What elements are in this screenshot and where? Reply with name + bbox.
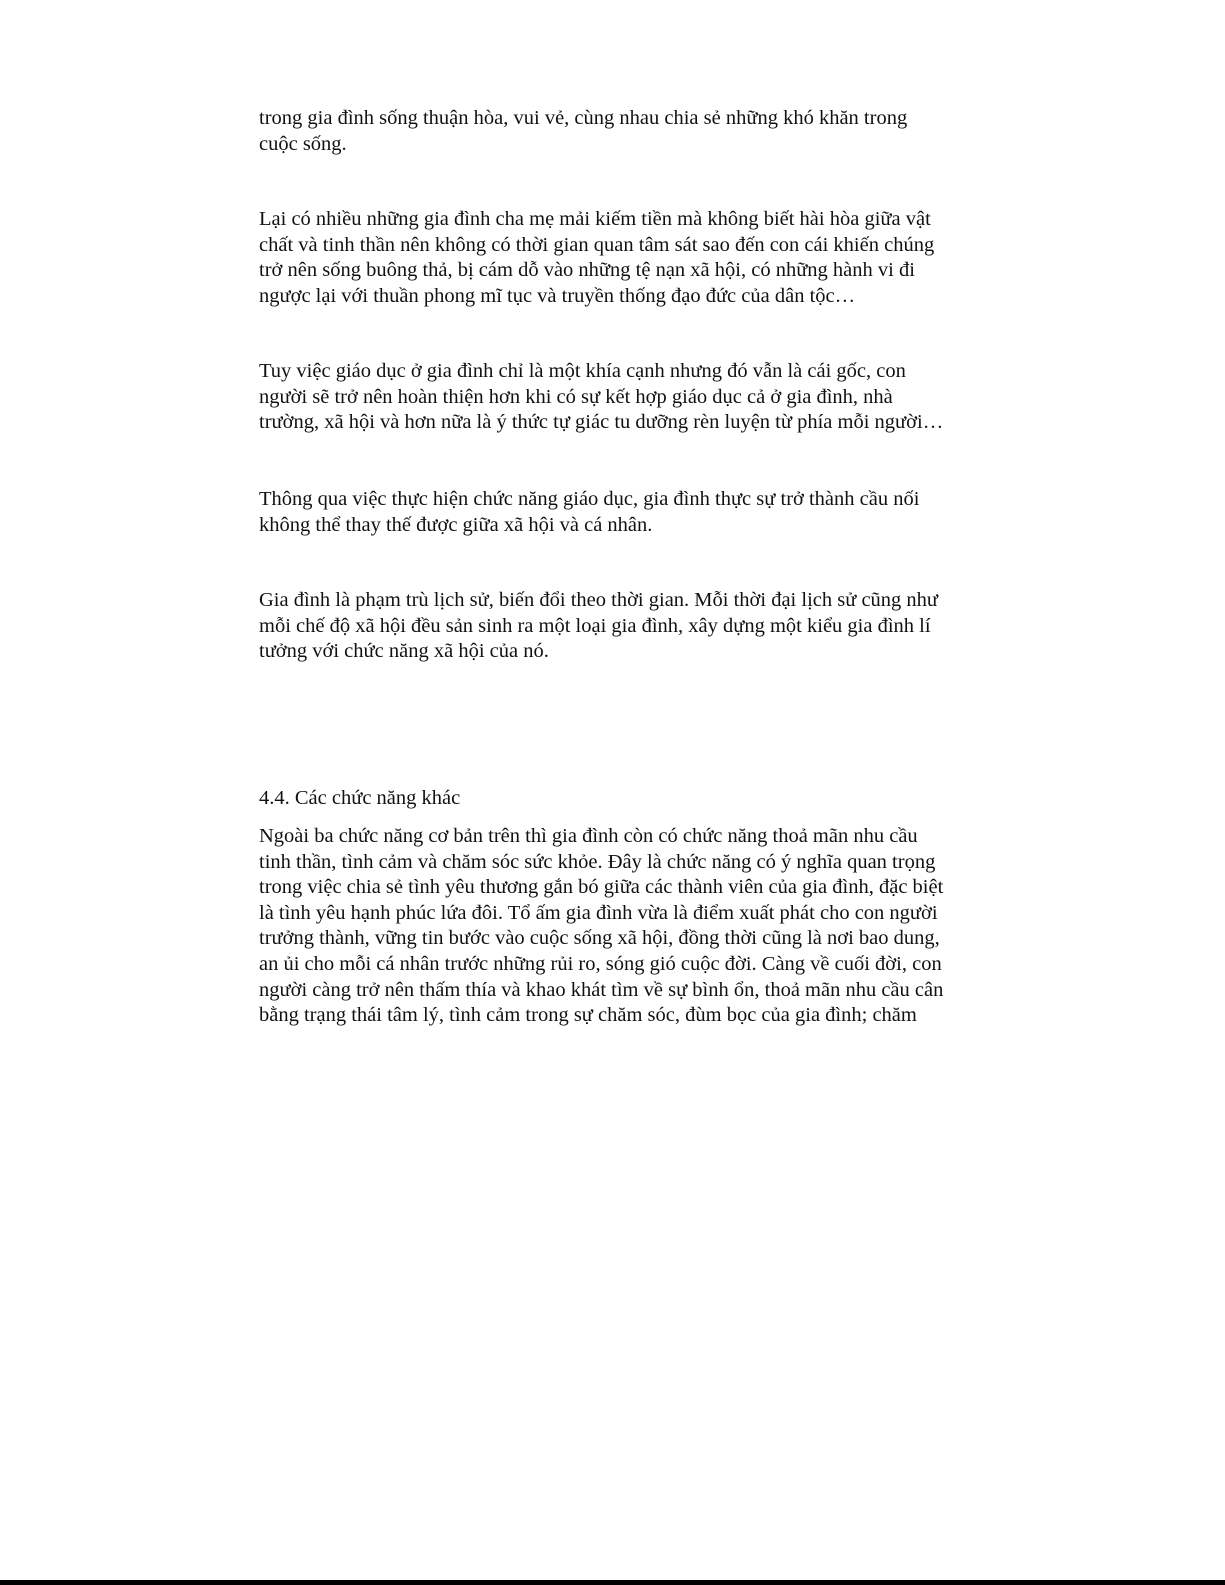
text-line: trường, xã hội và hơn nữa là ý thức tự giác tu dưỡng rèn luyện từ phía mỗi người… (259, 411, 944, 434)
text-line: trong gia đình sống thuận hòa, vui vẻ, cùng nhau chia sẻ những khó khăn trong (259, 107, 908, 129)
paragraph-historical-category (259, 588, 959, 665)
text-line: mỗi chế độ xã hội đều sản sinh ra một loại gia đình, xây dựng một kiểu gia đình lí (259, 614, 931, 637)
paragraph-busy-parents (259, 207, 959, 309)
text-line: ngược lại với thuần phong mĩ tục và truyền thống đạo đức của dân tộc… (259, 284, 856, 307)
text-line: cuộc sống. (259, 132, 347, 155)
text-line: Thông qua việc thực hiện chức năng giáo dục, gia đình thực sự trở thành cầu nối (259, 488, 920, 510)
paragraph-education-bridge (259, 487, 959, 538)
text-line: Lại có nhiều những gia đình cha mẹ mải kiếm tiền mà không biết hài hòa giữa vật (259, 208, 931, 230)
text-line: tưởng với chức năng xã hội của nó. (259, 640, 549, 663)
text-line: người càng trở nên thấm thía và khao khát tìm về sự bình ổn, thoả mãn nhu cầu cân (259, 978, 944, 1001)
text-line: Ngoài ba chức năng cơ bản trên thì gia đình còn có chức năng thoả mãn nhu cầu (259, 825, 918, 847)
text-line: trong việc chia sẻ tình yêu thương gắn bó giữa các thành viên của gia đình, đặc biệt (259, 876, 944, 899)
text-line: chất và tinh thần nên không có thời gian quan tâm sát sao đến con cái khiến chúng (259, 233, 935, 256)
text-line: người sẽ trở nên hoàn thiện hơn khi có sự kết hợp giáo dục cả ở gia đình, nhà (259, 385, 893, 408)
paragraph-family-harmony (259, 106, 959, 157)
text-line: bằng trạng thái tâm lý, tình cảm trong sự chăm sóc, đùm bọc của gia đình; chăm (259, 1004, 917, 1027)
page-bottom-border (0, 1580, 1225, 1585)
text-line: Gia đình là phạm trù lịch sử, biến đổi theo thời gian. Mỗi thời đại lịch sử cũng như (259, 589, 939, 611)
paragraph-other-functions (259, 824, 959, 1029)
text-line: là tình yêu hạnh phúc lứa đôi. Tổ ấm gia đình vừa là điểm xuất phát cho con người (259, 901, 938, 924)
text-line: tinh thần, tình cảm và chăm sóc sức khỏe. Đây là chức năng có ý nghĩa quan trọng (259, 850, 936, 873)
text-line: an ủi cho mỗi cá nhân trước những rủi ro, sóng gió cuộc đời. Càng về cuối đời, con (259, 952, 942, 975)
text-line: trưởng thành, vững tin bước vào cuộc sống xã hội, đồng thời cũng là nơi bao dung, (259, 927, 940, 950)
text-line: không thể thay thế được giữa xã hội và cá nhân. (259, 513, 653, 536)
text-line: trở nên sống buông thả, bị cám dỗ vào những tệ nạn xã hội, có những hành vi đi (259, 259, 915, 282)
text-line: Tuy việc giáo dục ở gia đình chỉ là một khía cạnh nhưng đó vẫn là cái gốc, con (259, 360, 906, 382)
section-heading: 4.4. Các chức năng khác (259, 787, 461, 809)
paragraph-education-root (259, 359, 959, 436)
